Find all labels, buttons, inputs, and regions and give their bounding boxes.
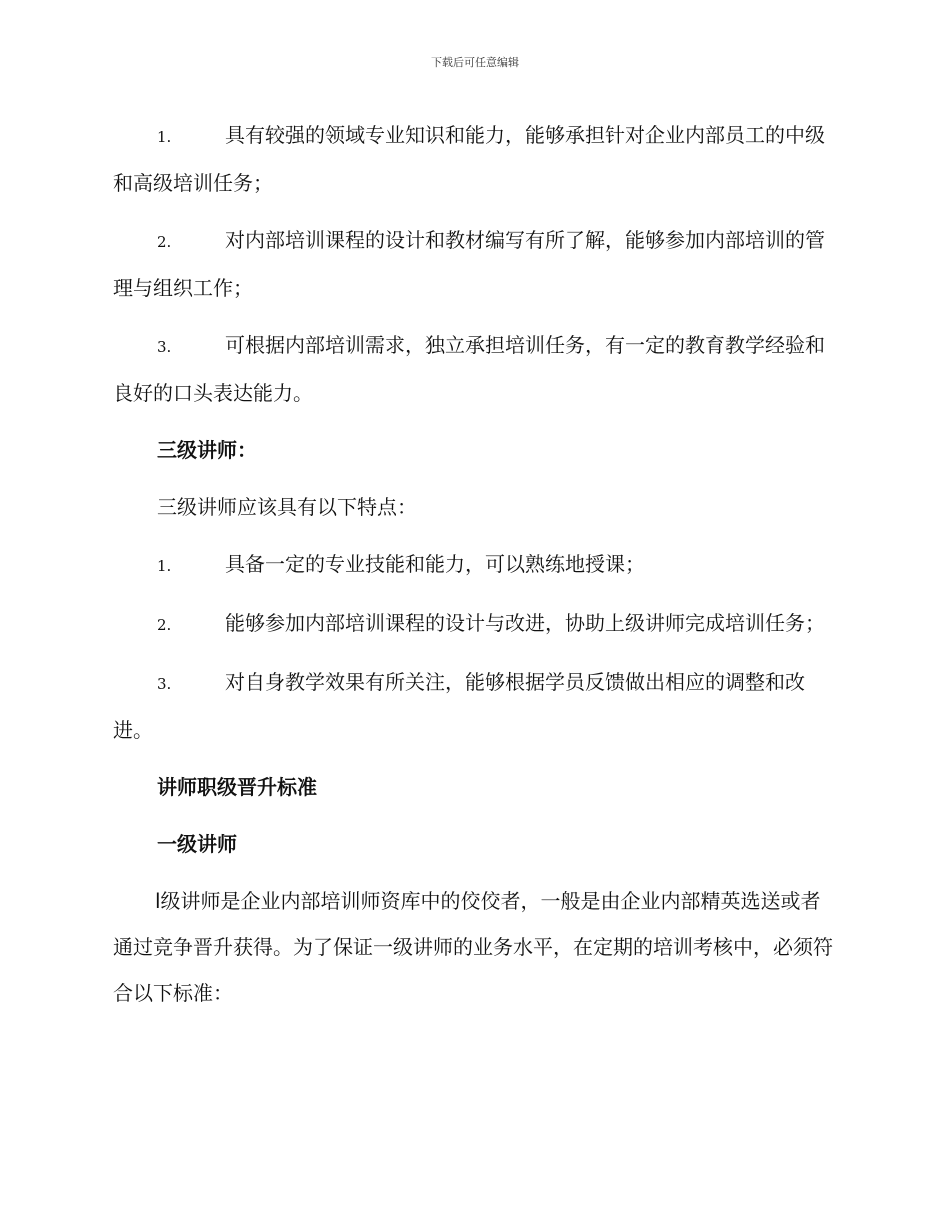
list-item (113, 112, 835, 206)
list-item (113, 322, 835, 416)
list-item-text: 具备一定的专业技能和能力，可以熟练地授课； (225, 552, 645, 576)
list-item (113, 541, 835, 589)
list-number: 3. (157, 675, 172, 693)
list-item (113, 659, 835, 753)
list-item-text: 能够参加内部培训课程的设计与改进，协助上级讲师完成培训任务； (225, 611, 825, 635)
list-number: 2. (157, 233, 172, 251)
document-body (113, 112, 835, 1027)
intro-paragraph: 三级讲师应该具有以下特点： (157, 495, 417, 519)
list-item-text: 对内部培训课程的设计和教材编写有所了解，能够参加内部培训的管理与组织工作； (113, 228, 825, 300)
list-item (113, 217, 835, 311)
list-item-text: 对自身教学效果有所关注，能够根据学员反馈做出相应的调整和改进。 (113, 670, 805, 742)
list-number: 1. (157, 557, 172, 575)
list-number: 2. (157, 616, 172, 634)
section-heading: 讲师职级晋升标准 (157, 775, 317, 799)
body-paragraph: l级讲师是企业内部培训师资库中的佼佼者，一般是由企业内部精英选送或者通过竞争晋升获得。为了保证一级讲师的业务水平，在定期的培训考核中，必须符合以下标准： (113, 889, 833, 1005)
page-header: 下载后可任意编辑 (431, 56, 519, 69)
section-heading: 三级讲师： (157, 438, 257, 462)
list-item-text: 具有较强的领域专业知识和能力，能够承担针对企业内部员工的中级和高级培训任务； (113, 123, 825, 195)
list-item-text: 可根据内部培训需求，独立承担培训任务，有一定的教育教学经验和良好的口头表达能力。 (113, 333, 825, 405)
list-number: 3. (157, 338, 172, 356)
list-item (113, 600, 835, 648)
list-number: 1. (157, 128, 172, 146)
subsection-heading: 一级讲师 (157, 832, 237, 856)
